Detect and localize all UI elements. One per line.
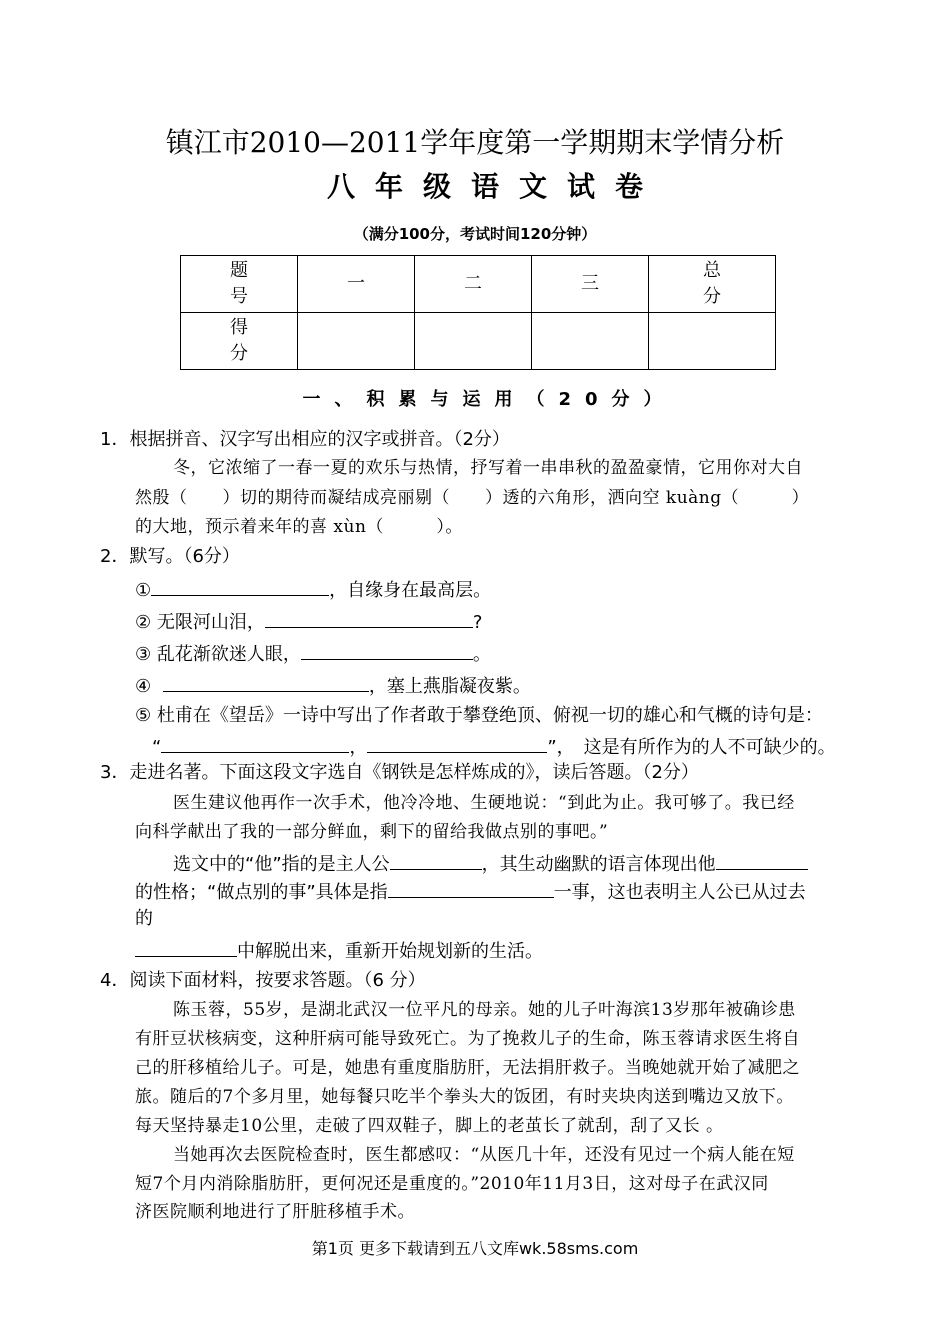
item-text: ，塞上燕脂凝夜紫。 [368,676,531,697]
q2-item-5: ⑤ 杜甫在《望岳》一诗中写出了作者敢于攀登绝顶、俯视一切的雄心和气概的诗句是： [135,705,823,726]
exam-subtitle: 八年级语文试卷 [326,170,663,203]
item-text: ? [472,612,483,633]
item-text: ② 无限河山泪， [135,612,265,633]
q4-line: 每天坚持暴走10公里，走破了四双鞋子，脚上的老茧长了就刮，刮了又长 。 [135,1116,724,1136]
q2-item [135,673,531,698]
item-text: ① [135,580,152,601]
answer-blank[interactable] [151,577,329,596]
answer-blank[interactable] [390,851,482,870]
section-heading: 一、积累与运用（20分） [302,389,676,410]
answer-blank[interactable] [716,851,808,870]
answer-blank[interactable] [265,609,473,628]
q3-text: 的性格；“做点别的事”具体是指 [135,882,388,903]
q3-text: 一事，这也表明主人公已从过去 [553,882,806,903]
item-text: ④ [135,676,157,697]
question-2-title: 2．默写。（6分） [100,546,240,567]
q4-line: 旅。随后的7个多月里，她每餐只吃半个拳头大的饭团，有时夹块肉送到嘴边又放下。 [135,1087,794,1107]
q4-line: 济医院顺利地进行了肝脏移植手术。 [135,1202,415,1222]
q1-line: 然殷（ ）切的期待而凝结成亮丽剔（ ）透的六角形，洒向空 kuàng（ ） [135,488,810,508]
table-header-cell: 题号 [230,260,248,307]
q4-line: 短7个月内消除脂肪肝，更何况还是重度的。”2010年11月3日，这对母子在武汉同 [135,1174,769,1194]
question-4-title: 4．阅读下面材料，按要求答题。（6 分） [100,970,426,991]
question-1-title: 1．根据拼音、汉字写出相应的汉字或拼音。（2分） [100,429,510,450]
q4-line: 陈玉蓉，55岁，是湖北武汉一位平凡的母亲。她的儿子叶海滨13岁那年被确诊患 [173,1000,796,1020]
exam-note: （满分100分，考试时间120分钟） [353,225,597,243]
answer-blank[interactable] [367,734,547,753]
answer-blank[interactable] [388,879,554,898]
page-footer: 第1页 更多下载请到五八文库wk.58sms.com [311,1239,639,1258]
q4-line: 有肝豆状核病变，这种肝病可能导致死亡。为了挽救儿子的生命，陈玉蓉请求医生将自 [135,1029,800,1049]
q1-line: 冬，它浓缩了一春一夏的欢乐与热情，抒写着一串串秋的盈盈豪情，它用你对大自 [173,458,803,478]
table-header-cell: 一 [298,256,415,313]
score-cell[interactable] [298,313,415,370]
item-text: ，自缘身在最高层。 [329,580,492,601]
q4-line: 己的肝移植给儿子。可是，她患有重度脂肪肝，无法捐肝救子。当晚她就开始了减肥之 [135,1058,800,1078]
answer-blank[interactable] [301,641,473,660]
item-text: ”， 这是有所作为的人不可缺少的。 [547,737,836,758]
q3-text: 中解脱出来，重新开始规划新的生活。 [237,941,543,962]
q2-item-5-answer [152,734,836,759]
item-text: 。 [472,644,491,665]
q4-line: 当她再次去医院检查时，医生都感叹：“从医几十年，还没有见过一个病人能在短 [173,1145,795,1165]
score-cell[interactable] [649,313,776,370]
q2-item [135,577,491,602]
q3-text: 的 [135,908,153,929]
question-3-title: 3．走进名著。下面这段文字选自《钢铁是怎样炼成的》，读后答题。（2分） [100,762,699,783]
score-cell[interactable] [532,313,649,370]
exam-title: 镇江市2010—2011学年度第一学期期末学情分析 [165,126,785,159]
q3-line: 医生建议他再作一次手术，他冷冷地、生硬地说：“到此为止。我可够了。我已经 [173,793,795,813]
q2-item [135,609,482,634]
table-row-label: 得分 [230,317,248,364]
answer-blank[interactable] [163,673,369,692]
q3-line: 向科学献出了我的一部分鲜血，剩下的留给我做点别的事吧。” [135,822,609,842]
q3-text: 选文中的“他”指的是主人公 [173,854,390,875]
q3-text: ，其生动幽默的语言体现出他 [481,854,716,875]
q1-line: 的大地，预示着来年的喜 xùn（ ）。 [135,517,463,537]
table-header-cell: 总分 [703,260,721,307]
answer-blank[interactable] [135,938,237,957]
table-header-cell: 二 [415,256,532,313]
answer-blank[interactable] [161,734,349,753]
score-table [180,255,776,370]
quote-mark: “ [152,737,162,758]
item-text: ③ 乱花渐欲迷人眼， [135,644,301,665]
comma: ， [349,737,368,758]
q2-item [135,641,491,666]
table-header-cell: 三 [532,256,649,313]
score-cell[interactable] [415,313,532,370]
